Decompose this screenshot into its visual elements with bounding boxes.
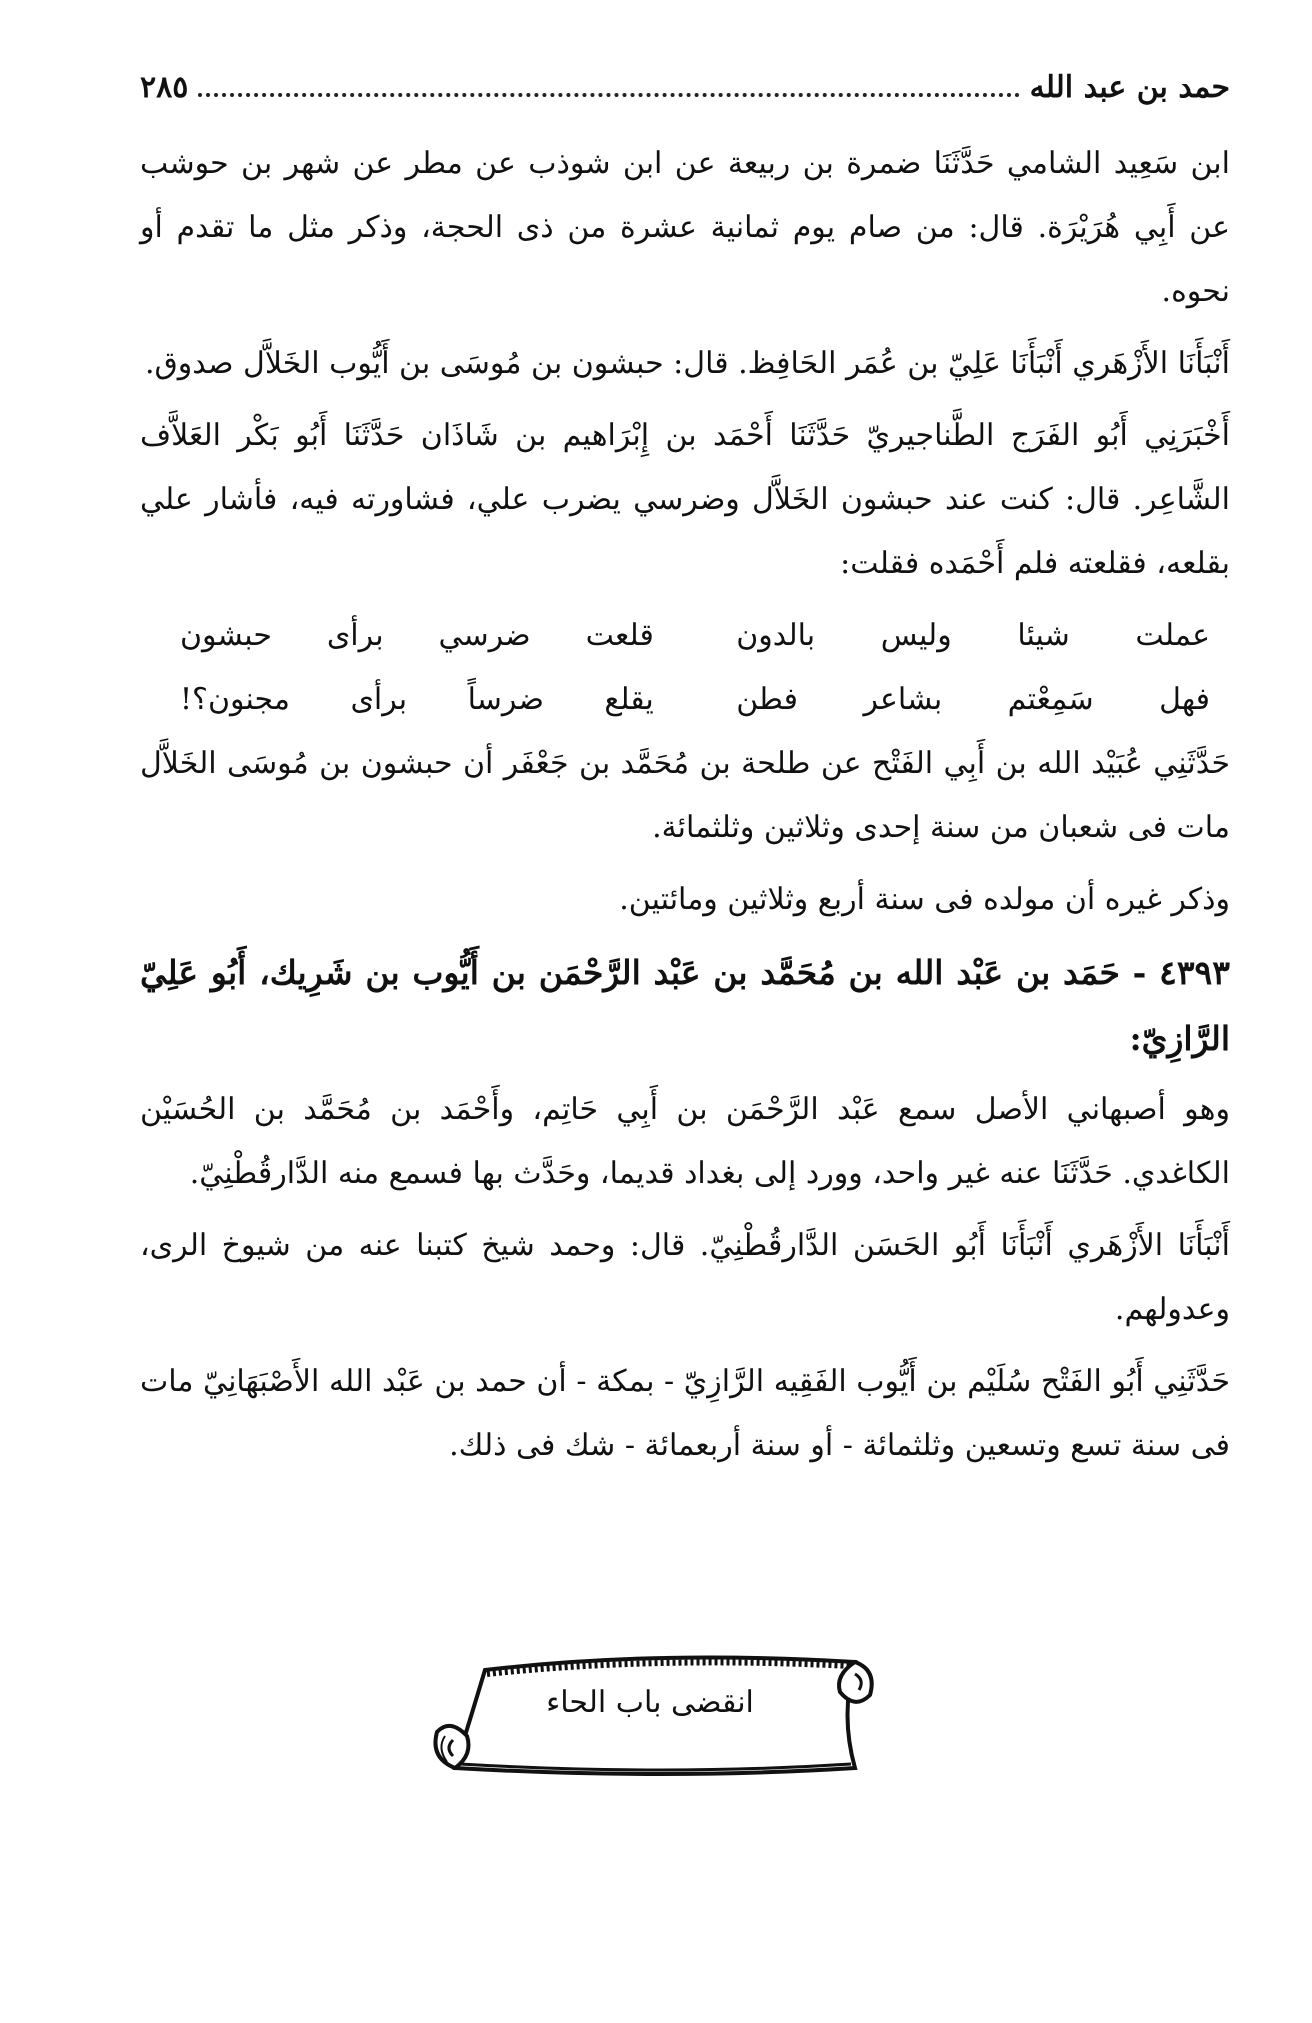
scroll-label: انقضى باب الحاء — [546, 1685, 754, 1720]
poem-line-1 — [140, 604, 1230, 668]
paragraph-5: وذكر غيره أن مولده فى سنة أربع وثلاثين ومائتين. — [619, 882, 1230, 917]
running-title: حمد بن عبد الله — [1029, 70, 1230, 105]
page-number: ٢٨٥ — [140, 70, 189, 105]
end-of-chapter-scroll — [415, 1640, 885, 1790]
page-header — [140, 70, 1230, 120]
paragraph-4: حَدَّثَنِي عُبَيْد الله بن أَبِي الفَتْح عن طلحة بن مُحَمَّد بن جَعْفَر أن حبشون بن مُوسَى الخَلاَّل مات فى شعبان من سنة إحدى وثلاثين وثلثمائة. — [140, 746, 1230, 845]
poem — [140, 604, 1230, 732]
entry-paragraph-2: أَنْبَأَنَا الأَزْهَري أَنْبَأَنَا أَبُو الحَسَن الدَّارقُطْنِيّ. قال: وحمد شيخ كتبنا عنه من شيوخ الرى، وعدولهم. — [140, 1228, 1230, 1327]
poem-line-2 — [140, 668, 1230, 732]
poem-hemistich-first: فهل سَمِعْتم بشاعر فطن — [736, 682, 1210, 717]
paragraph-1: ابن سَعِيد الشامي حَدَّثَنَا ضمرة بن ربيعة عن ابن شوذب عن مطر عن شهر بن حوشب عن أَبِي هُرَيْرَة. قال: من صام يوم ثمانية عشرة من ذى الحجة، وذكر مثل ما تقدم أو نحوه. — [140, 146, 1230, 309]
poem-hemistich-second: يقلع ضرساً برأى مجنون؟! — [180, 682, 654, 717]
document-page — [140, 70, 1230, 1486]
paragraph-2: أَنْبَأَنَا الأَزْهَري أَنْبَأَنَا عَلِيّ بن عُمَر الحَافِظ. قال: حبشون بن مُوسَى بن أَيُّوب الخَلاَّل صدوق. — [144, 346, 1230, 381]
leader-dots — [198, 75, 1019, 97]
entry-heading: ٤٣٩٣ - حَمَد بن عَبْد الله بن مُحَمَّد بن عَبْد الرَّحْمَن بن أَيُّوب بن شَرِيك، أَبُو عَلِيّ الرَّازِيّ: — [140, 953, 1230, 1058]
poem-hemistich-first: عملت شيئا وليس بالدون — [736, 618, 1210, 653]
paragraph-3: أَخْبَرَنِي أَبُو الفَرَج الطَّناجيريّ حَدَّثَنَا أَحْمَد بن إِبْرَاهيم بن شَاذَان حَدَّثَنَا أَبُو بَكْر العَلاَّف الشَّاعِر. قال: كنت عند حبشون الخَلاَّل وضرسي يضرب علي، فشاورته فيه، فأشار علي بقلعه، فقلعته فلم أَحْمَده فقلت: — [140, 418, 1230, 581]
entry-paragraph-1: وهو أصبهاني الأصل سمع عَبْد الرَّحْمَن بن أَبِي حَاتِم، وأَحْمَد بن مُحَمَّد بن الحُسَيْن الكاغدي. حَدَّثَنَا عنه غير واحد، وورد إلى بغداد قديما، وحَدَّث بها فسمع منه الدَّارقُطْنِيّ. — [140, 1092, 1230, 1191]
poem-hemistich-second: قلعت ضرسي برأى حبشون — [180, 618, 654, 653]
entry-paragraph-3: حَدَّثَنِي أَبُو الفَتْح سُلَيْم بن أَيُّوب الفَقِيه الرَّازِيّ - بمكة - أن حمد بن عَبْد الله الأَصْبَهَانِيّ مات فى سنة تسع وتسعين وثلثمائة - أو سنة أربعمائة - شك فى ذلك. — [140, 1364, 1230, 1463]
